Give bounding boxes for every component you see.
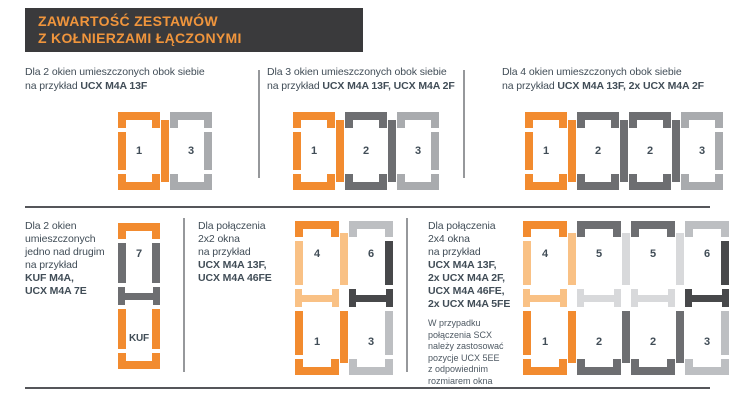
vertical-connector bbox=[340, 233, 348, 285]
section-description bbox=[267, 66, 462, 80]
section-example bbox=[267, 80, 462, 94]
product-line: UCX M4A 7E bbox=[25, 285, 87, 297]
window-number: 3 bbox=[698, 145, 706, 157]
page-title-line-1: ZAWARTOŚĆ ZESTAWÓW bbox=[38, 13, 218, 29]
diagram-4-windows bbox=[525, 112, 723, 190]
window-number: 1 bbox=[542, 145, 550, 157]
diagram-2-windows bbox=[118, 112, 212, 190]
example-products: UCX M4A 13F, 2x UCX M4A 2F bbox=[557, 79, 705, 92]
section-2-windows-side-by-side bbox=[25, 66, 255, 196]
window-frame bbox=[577, 309, 621, 375]
window-number: 3 bbox=[703, 336, 711, 348]
section-4-windows-side-by-side bbox=[502, 66, 732, 196]
window-number: 3 bbox=[187, 145, 195, 157]
diagram-stacked-windows bbox=[118, 223, 160, 369]
window-number: 2 bbox=[646, 145, 654, 157]
vertical-connector bbox=[622, 311, 630, 363]
description-text: Dla 3 okien umieszczonych obok siebie bbox=[267, 66, 447, 78]
horizontal-connector bbox=[118, 293, 160, 300]
product-line: 2x UCX M4A 2F, bbox=[428, 272, 505, 284]
window-number: 2 bbox=[649, 336, 657, 348]
description-line: Dla połączenia bbox=[428, 220, 496, 232]
window-frame bbox=[349, 309, 393, 375]
window-number: 5 bbox=[595, 248, 603, 260]
window-number: 4 bbox=[313, 248, 321, 260]
window-number: 1 bbox=[313, 336, 321, 348]
horizontal-divider bbox=[25, 206, 710, 208]
vertical-divider bbox=[183, 218, 185, 372]
window-frame bbox=[685, 309, 729, 375]
diagram-row-top bbox=[523, 221, 729, 287]
note-line: pozycje UCX 5EE bbox=[428, 352, 500, 363]
example-products: UCX M4A 13F, UCX M4A 2F bbox=[322, 79, 455, 92]
window-number: 6 bbox=[703, 248, 711, 260]
diagram-row-top bbox=[295, 221, 393, 287]
note-line: połączenia SCX bbox=[428, 329, 493, 340]
horizontal-connector bbox=[349, 295, 393, 302]
window-frame bbox=[118, 307, 160, 369]
window-number: 4 bbox=[541, 248, 549, 260]
connector-row bbox=[118, 287, 160, 305]
horizontal-connector bbox=[295, 295, 339, 302]
example-products: UCX M4A 13F bbox=[80, 79, 148, 92]
window-number: 1 bbox=[310, 145, 318, 157]
diagram-3-windows bbox=[293, 112, 439, 190]
vertical-connector bbox=[336, 120, 344, 182]
vertical-connector bbox=[622, 233, 630, 285]
section-2-windows-stacked bbox=[25, 220, 180, 380]
product-line: KUF M4A, bbox=[25, 272, 74, 284]
window-number: 1 bbox=[135, 145, 143, 157]
window-frame bbox=[631, 221, 675, 287]
window-number: 2 bbox=[362, 145, 370, 157]
description-line: na przykład bbox=[198, 246, 251, 258]
window-frame bbox=[118, 112, 160, 190]
horizontal-connector bbox=[631, 295, 675, 302]
section-example bbox=[502, 80, 732, 94]
window-frame bbox=[523, 221, 567, 287]
product-line: 2x UCX M4A 5FE bbox=[428, 298, 511, 310]
section-2x2-combination bbox=[198, 220, 398, 380]
product-line: UCX M4A 46FE bbox=[198, 272, 272, 284]
window-frame bbox=[523, 309, 567, 375]
window-frame bbox=[345, 112, 387, 190]
window-frame bbox=[295, 309, 339, 375]
vertical-connector bbox=[568, 233, 576, 285]
connector-row bbox=[295, 289, 393, 307]
description-line: na przykład bbox=[25, 259, 78, 271]
section-2x4-combination bbox=[428, 220, 728, 390]
window-frame bbox=[170, 112, 212, 190]
window-frame bbox=[295, 221, 339, 287]
description-line: jedno nad drugim bbox=[25, 246, 105, 258]
vertical-connector bbox=[620, 120, 628, 182]
page-title-line-2: Z KOŁNIERZAMI ŁĄCZONYMI bbox=[38, 30, 242, 46]
diagram-2x2 bbox=[295, 221, 393, 375]
product-line: UCX M4A 46FE, bbox=[428, 285, 505, 297]
window-frame bbox=[629, 112, 671, 190]
section-3-windows-side-by-side bbox=[267, 66, 462, 196]
vertical-divider bbox=[406, 218, 408, 372]
window-number: 1 bbox=[541, 336, 549, 348]
product-line: UCX M4A 13F, bbox=[428, 259, 497, 271]
window-frame bbox=[525, 112, 567, 190]
window-frame bbox=[293, 112, 335, 190]
vertical-divider bbox=[463, 70, 465, 178]
diagram-row-bottom bbox=[295, 309, 393, 375]
horizontal-connector bbox=[577, 295, 621, 302]
page-title-bar bbox=[25, 8, 363, 52]
window-frame bbox=[631, 309, 675, 375]
note-line: rozmiarem okna bbox=[428, 375, 493, 386]
description-line: Dla 2 okien bbox=[25, 220, 77, 232]
window-frame bbox=[118, 223, 160, 285]
description-line: 2x2 okna bbox=[198, 233, 240, 245]
description-line: Dla połączenia bbox=[198, 220, 266, 232]
example-prefix: na przykład bbox=[502, 79, 558, 92]
horizontal-connector bbox=[685, 295, 729, 302]
window-number: 3 bbox=[414, 145, 422, 157]
window-number: 5 bbox=[649, 248, 657, 260]
description-line: umieszczonych bbox=[25, 233, 96, 245]
example-prefix: na przykład bbox=[267, 79, 323, 92]
window-number: 6 bbox=[367, 248, 375, 260]
vertical-connector bbox=[676, 311, 684, 363]
window-number: 7 bbox=[135, 248, 143, 260]
vertical-connector bbox=[340, 311, 348, 363]
diagram-row-bottom bbox=[523, 309, 729, 375]
vertical-connector bbox=[388, 120, 396, 182]
note-line: z odpowiednim bbox=[428, 364, 489, 374]
description-text: Dla 2 okien umieszczonych obok siebie bbox=[25, 66, 205, 78]
window-frame bbox=[349, 221, 393, 287]
window-number: 3 bbox=[367, 336, 375, 348]
window-frame bbox=[577, 112, 619, 190]
description-line: na przykład bbox=[428, 246, 481, 258]
vertical-divider bbox=[258, 70, 260, 178]
vertical-connector bbox=[672, 120, 680, 182]
vertical-connector bbox=[568, 311, 576, 363]
window-frame bbox=[681, 112, 723, 190]
description-text: Dla 4 okien umieszczonych obok siebie bbox=[502, 66, 682, 78]
section-example bbox=[25, 80, 255, 94]
horizontal-connector bbox=[523, 295, 567, 302]
vertical-connector bbox=[676, 233, 684, 285]
vertical-connector bbox=[568, 120, 576, 182]
vertical-connector bbox=[161, 120, 169, 182]
section-description bbox=[25, 66, 255, 80]
connector-row bbox=[523, 289, 729, 307]
window-label: KUF bbox=[129, 332, 149, 344]
description-line: 2x4 okna bbox=[428, 233, 470, 245]
note-line: W przypadku bbox=[428, 318, 481, 328]
window-frame bbox=[397, 112, 439, 190]
window-number: 2 bbox=[594, 145, 602, 157]
window-number: 2 bbox=[595, 336, 603, 348]
note-line: należy zastosować bbox=[428, 341, 504, 351]
section-description bbox=[502, 66, 732, 80]
example-prefix: na przykład bbox=[25, 79, 81, 92]
product-line: UCX M4A 13F, bbox=[198, 259, 267, 271]
window-frame bbox=[577, 221, 621, 287]
diagram-2x4 bbox=[523, 221, 729, 375]
window-frame bbox=[685, 221, 729, 287]
